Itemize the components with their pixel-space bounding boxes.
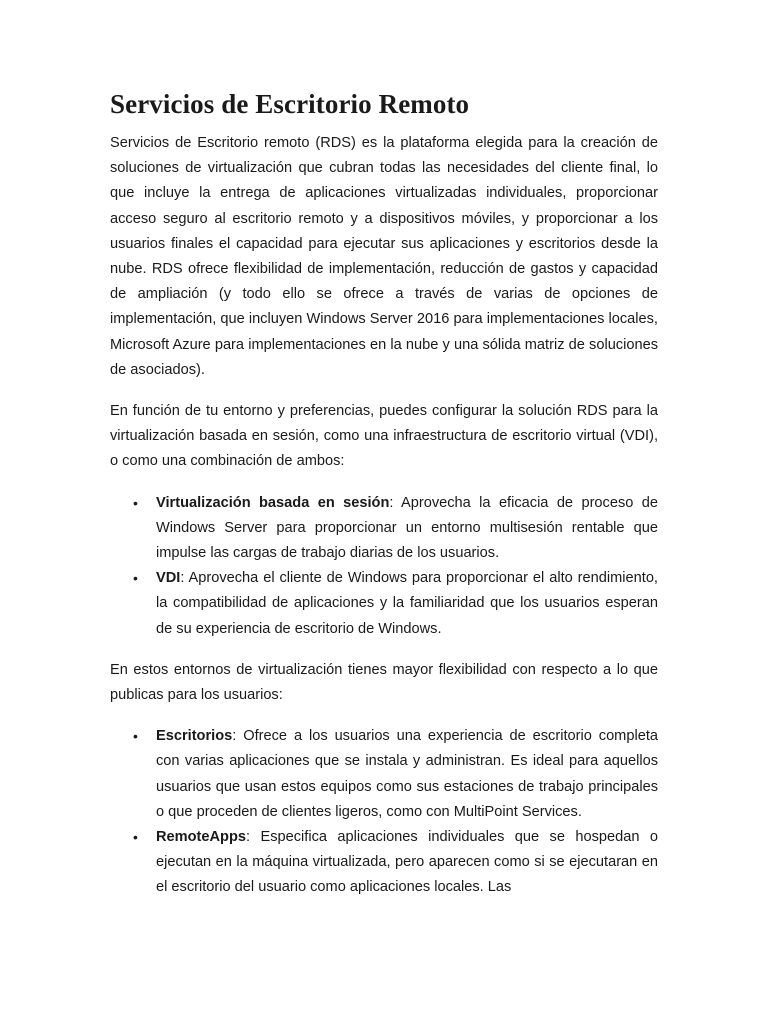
bullet-icon: •	[133, 829, 138, 846]
list-item	[133, 491, 658, 567]
bullet-icon: •	[133, 728, 138, 745]
bullet-icon: •	[133, 494, 138, 511]
list-item-term: Virtualización basada en sesión	[156, 494, 390, 511]
intro-paragraph: Servicios de Escritorio remoto (RDS) es la plataforma elegida para la creación de soluciones de virtualización que cubran todas las necesidades del cliente final, lo que incluye la entrega de aplicaciones virtualizadas individuales, proporcionar acceso seguro al escritorio remoto y a dispositivos móviles, y proporcionar a los usuarios finales el capacidad para ejecutar sus aplicaciones y escritorios desde la nube. RDS ofrece flexibilidad de implementación, reducción de gastos y capacidad de ampliación (y todo ello se ofrece a través de varias de opciones de implementación, que incluyen Windows Server 2016 para implementaciones locales, Microsoft Azure para implementaciones en la nube y una sólida matriz de soluciones de asociados).	[110, 135, 658, 378]
list-item-text: : Ofrece a los usuarios una experiencia de escritorio completa con varias aplicaciones que se instala y administran. Es ideal para aquellos usuarios que usan estos equipos como sus estaciones de trabajo principales o que proceden de clientes ligeros, como con MultiPoint Services.	[156, 728, 658, 820]
list-item-term: VDI	[156, 570, 181, 587]
virtualization-types-list	[110, 491, 658, 642]
bullet-icon: •	[133, 570, 138, 587]
configuration-paragraph: En función de tu entorno y preferencias, puedes configurar la solución RDS para la virtualización basada en sesión, como una infraestructura de escritorio virtual (VDI), o como una combinación de ambos:	[110, 403, 658, 470]
list-item-text: : Especifica aplicaciones individuales que se hospedan o ejecutan en la máquina virtualizada, pero aparecen como si se ejecutaran en el escritorio del usuario como aplicaciones locales. Las	[156, 829, 658, 896]
list-item-text: : Aprovecha el cliente de Windows para proporcionar el alto rendimiento, la compatibilidad de aplicaciones y la familiaridad que los usuarios esperan de su experiencia de escritorio de Windows.	[156, 570, 658, 637]
list-item	[133, 724, 658, 825]
publishing-options-list	[110, 724, 658, 900]
list-item	[133, 566, 658, 642]
list-item-term: Escritorios	[156, 728, 233, 745]
page-title: Servicios de Escritorio Remoto	[110, 89, 470, 119]
list-item-text: : Aprovecha la eficacia de proceso de Windows Server para proporcionar un entorno multisesión rentable que impulse las cargas de trabajo diarias de los usuarios.	[156, 494, 658, 562]
list-item-term: RemoteApps	[156, 829, 247, 846]
publishing-paragraph: En estos entornos de virtualización tienes mayor flexibilidad con respecto a lo que publicas para los usuarios:	[110, 661, 658, 704]
list-item	[133, 825, 658, 901]
